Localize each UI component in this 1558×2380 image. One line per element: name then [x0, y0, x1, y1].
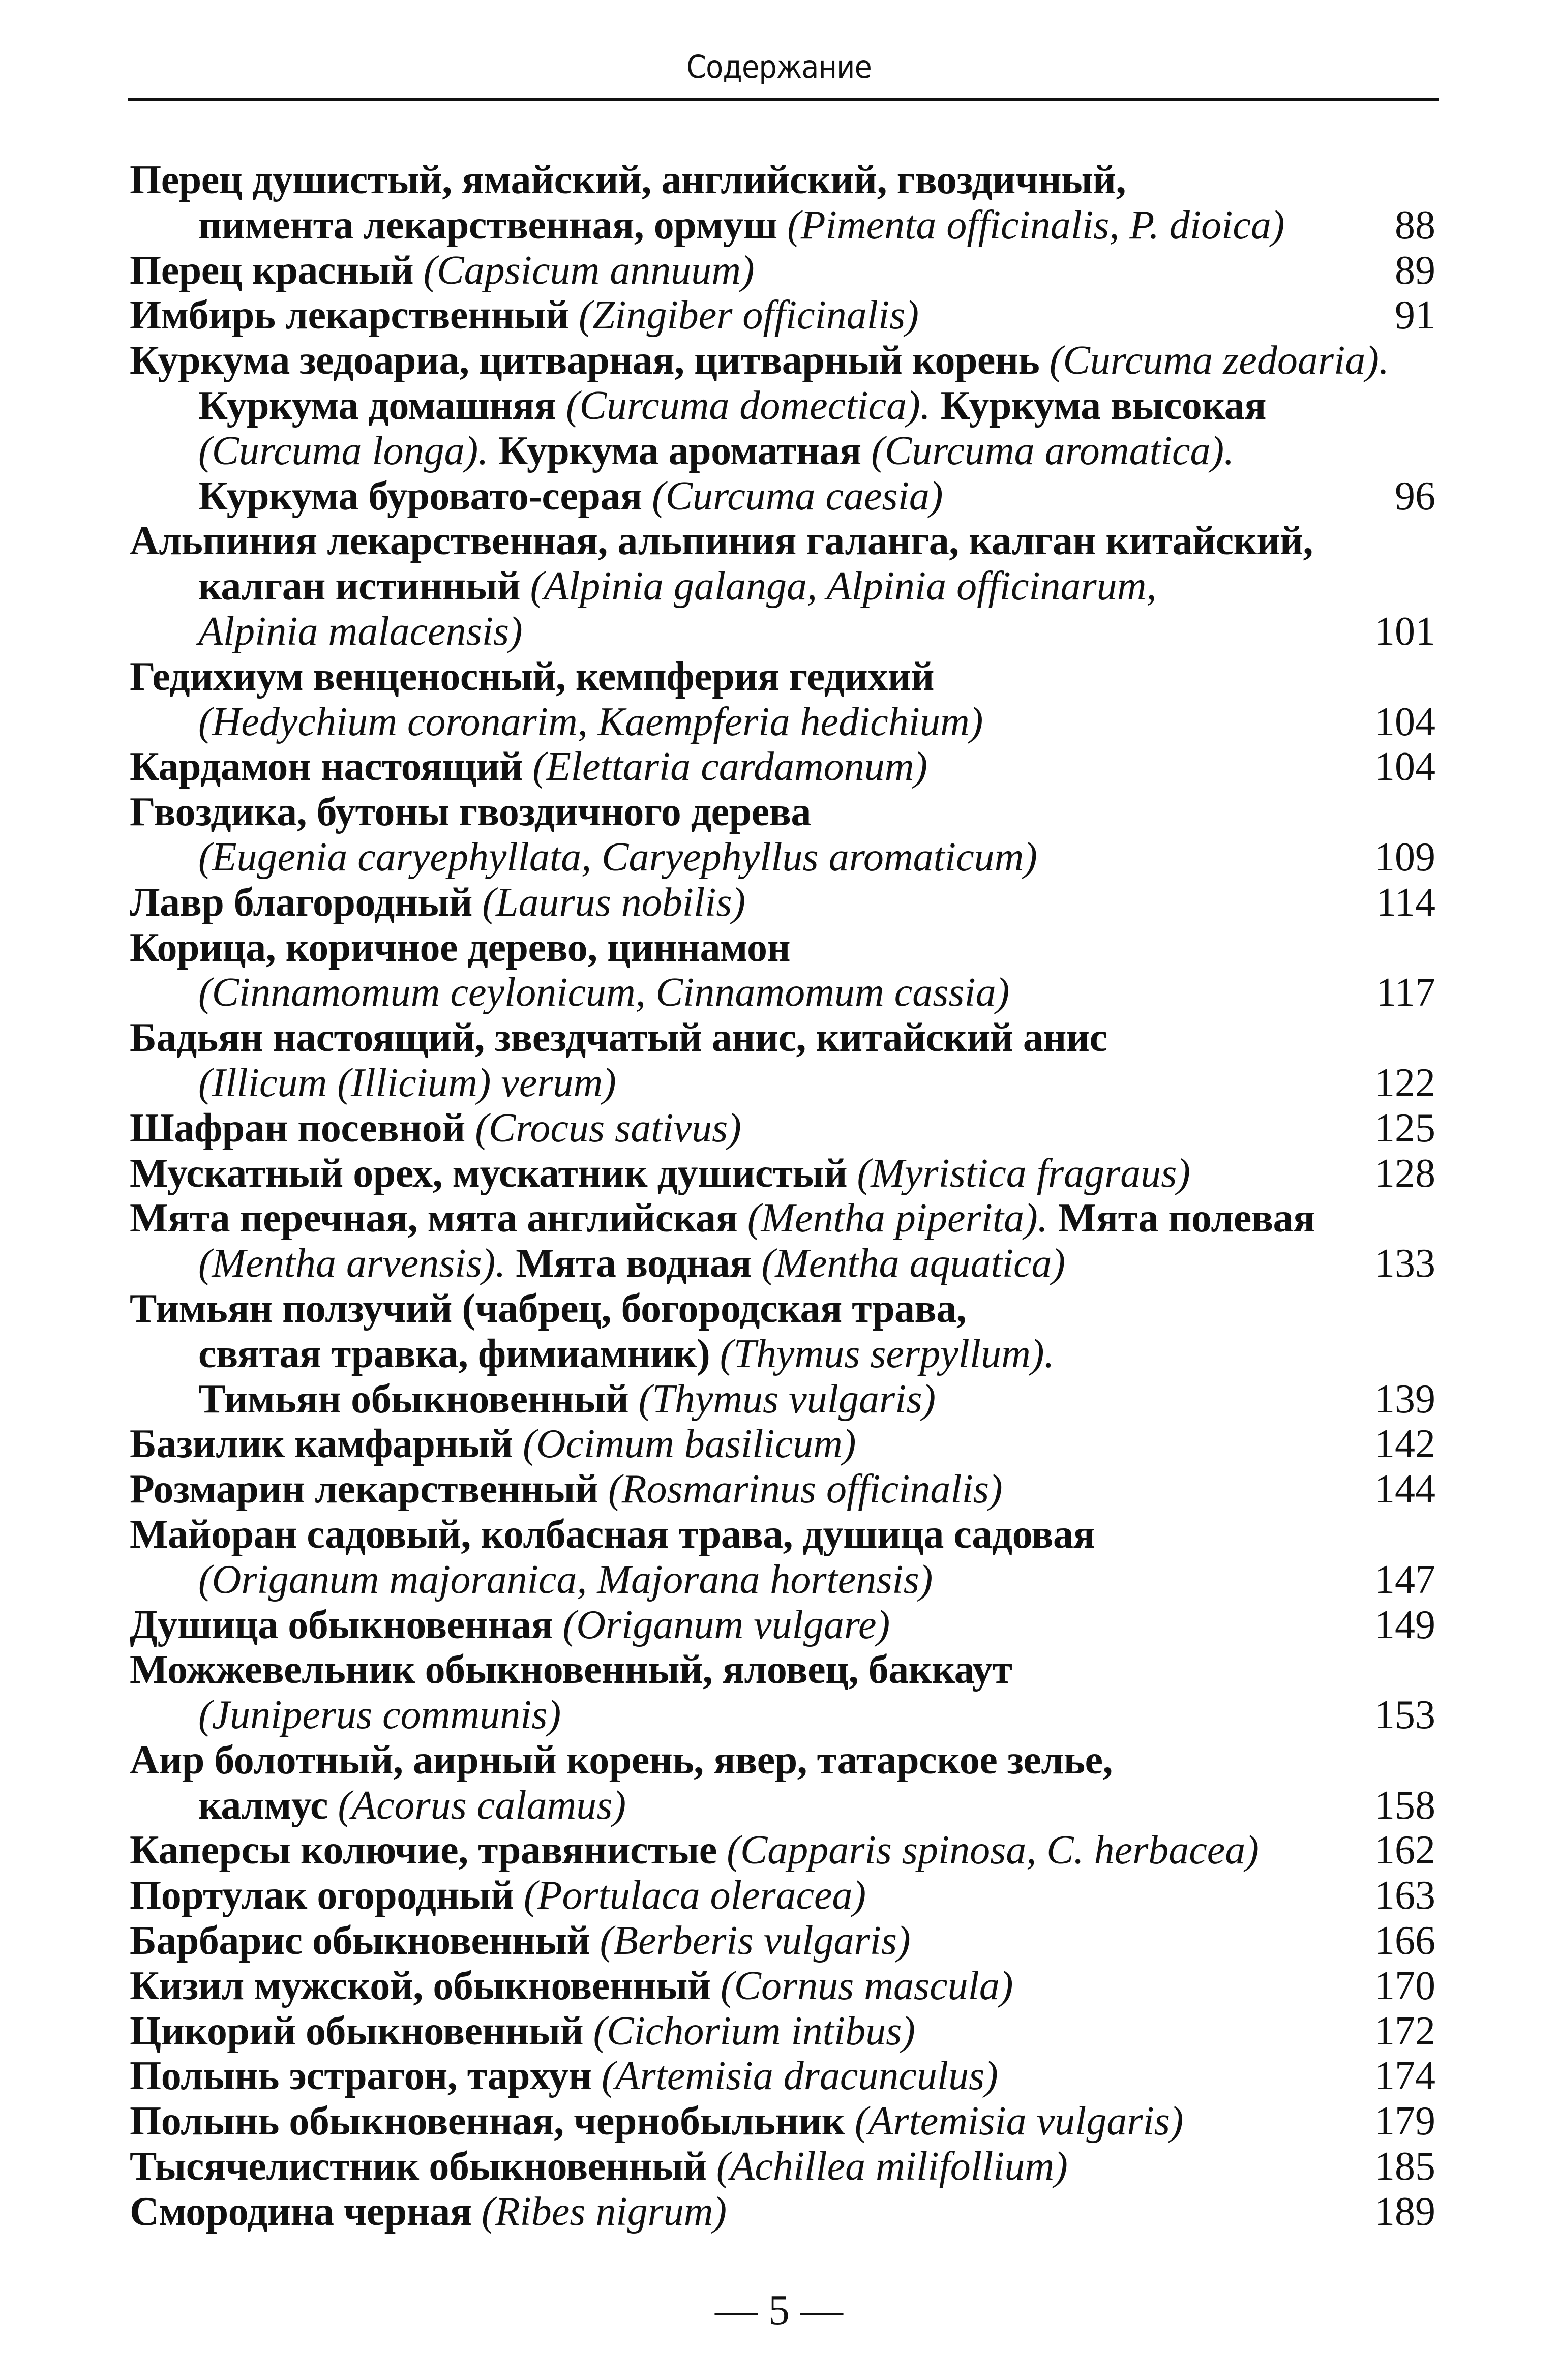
russian-name: Куркума высокая	[940, 383, 1266, 428]
latin-name: (Artemisia vulgaris)	[854, 2099, 1184, 2144]
russian-name: Цикорий обыкновенный	[130, 2008, 593, 2054]
toc-entry	[130, 744, 1435, 790]
latin-name: (Rosmarinus officinalis)	[608, 1467, 1003, 1512]
latin-name: (Ribes nigrum)	[482, 2189, 727, 2234]
russian-name: Полынь обыкновенная, чернобыльник	[130, 2099, 855, 2144]
toc-entry-continuation	[130, 1241, 1435, 1286]
entry-page-number: 133	[1374, 1241, 1435, 1286]
toc-entry	[130, 2009, 1435, 2054]
entry-page-number: 158	[1374, 1783, 1435, 1828]
toc-entry	[130, 1828, 1435, 1873]
toc-entry	[130, 1015, 1435, 1061]
latin-name: (Mentha piperita).	[747, 1196, 1058, 1241]
toc-entry	[130, 1106, 1435, 1151]
latin-name: (Capsicum annuum)	[423, 248, 755, 293]
entry-page-number: 91	[1395, 293, 1435, 338]
toc-entry	[130, 293, 1435, 338]
entry-page-number: 163	[1374, 1873, 1435, 1918]
entry-page-number: 189	[1374, 2189, 1435, 2234]
russian-name: Каперсы колючие, травянистые	[130, 1828, 727, 1873]
latin-name: (Juniperus communis)	[198, 1693, 561, 1738]
russian-name: Корица, коричное дерево, циннамон	[130, 925, 791, 970]
latin-name: (Mentha arvensis).	[198, 1241, 516, 1286]
toc-entry	[130, 1647, 1435, 1693]
latin-name: (Capparis spinosa, C. herbacea)	[727, 1828, 1259, 1873]
latin-name: (Origanum vulgare)	[562, 1602, 890, 1647]
entry-page-number: 139	[1374, 1376, 1435, 1422]
toc-entry	[130, 1738, 1435, 1783]
toc-entry	[130, 1603, 1435, 1648]
toc-entry	[130, 1964, 1435, 2009]
latin-name: (Alpinia galanga, Alpinia officinarum,	[530, 564, 1157, 609]
toc-entry	[130, 338, 1435, 383]
russian-name: Перец красный	[130, 248, 424, 293]
table-of-contents	[130, 158, 1435, 2235]
russian-name: Альпиния лекарственная, альпиния галанга, калган китайский,	[130, 519, 1313, 564]
latin-name: (Cornus mascula)	[720, 1963, 1013, 2008]
toc-entry-continuation	[130, 1061, 1435, 1106]
russian-name: Кизил мужской, обыкновенный	[130, 1963, 721, 2008]
toc-entry	[130, 2054, 1435, 2099]
entry-page-number: 104	[1374, 744, 1435, 790]
entry-page-number: 170	[1374, 1963, 1435, 2008]
latin-name: (Laurus nobilis)	[482, 880, 746, 925]
entry-page-number: 117	[1375, 970, 1435, 1015]
entry-page-number: 149	[1374, 1602, 1435, 1647]
entry-page-number: 147	[1374, 1557, 1435, 1602]
russian-name: Базилик камфарный	[130, 1422, 523, 1467]
entry-page-number: 174	[1374, 2054, 1435, 2099]
russian-name: Смородина черная	[130, 2189, 482, 2234]
entry-page-number: 101	[1374, 609, 1435, 654]
russian-name: Гвоздика, бутоны гвоздичного дерева	[130, 790, 811, 835]
entry-page-number: 109	[1374, 834, 1435, 880]
latin-name: (Illicum (Illicium) verum)	[198, 1060, 616, 1105]
latin-name: (Portulaca oleracea)	[524, 1873, 866, 1918]
toc-entry	[130, 1286, 1435, 1332]
russian-name: Тысячелистник обыкновенный	[130, 2144, 716, 2189]
toc-entry-continuation	[130, 1377, 1435, 1422]
toc-entry	[130, 158, 1435, 203]
latin-name: (Thymus serpyllum).	[720, 1331, 1055, 1376]
toc-entry-continuation	[130, 1332, 1435, 1377]
russian-name: Перец душистый, ямайский, английский, гвоздичный,	[130, 158, 1126, 202]
toc-entry	[130, 2099, 1435, 2144]
toc-entry	[130, 880, 1435, 925]
toc-entry	[130, 1467, 1435, 1512]
latin-name: (Achillea milifollium)	[716, 2144, 1068, 2189]
toc-entry-continuation	[130, 1557, 1435, 1603]
russian-name: Лавр благородный	[130, 880, 483, 925]
russian-name: Аир болотный, аирный корень, явер, татарское зелье,	[130, 1737, 1113, 1783]
entry-page-number: 185	[1374, 2144, 1435, 2189]
latin-name: (Thymus vulgaris)	[638, 1376, 936, 1422]
header-rule	[128, 98, 1439, 101]
toc-entry-continuation	[130, 429, 1435, 474]
russian-name: святая травка, фимиамник)	[198, 1331, 720, 1376]
russian-name: Куркума ароматная	[498, 428, 872, 473]
russian-name: Кардамон настоящий	[130, 744, 533, 790]
russian-name: Мята перечная, мята английская	[130, 1196, 747, 1241]
entry-page-number: 128	[1374, 1151, 1435, 1196]
toc-entry	[130, 1196, 1435, 1241]
entry-page-number: 88	[1395, 202, 1435, 248]
toc-entry-continuation	[130, 203, 1435, 248]
russian-name: калган истинный	[198, 564, 530, 609]
entry-page-number: 89	[1395, 248, 1435, 293]
entry-page-number: 142	[1374, 1422, 1435, 1467]
russian-name: Можжевельник обыкновенный, яловец, баккаут	[130, 1647, 1012, 1693]
russian-name: Розмарин лекарственный	[130, 1467, 609, 1512]
toc-entry	[130, 2189, 1435, 2235]
russian-name: Гедихиум венценосный, кемпферия гедихий	[130, 654, 934, 699]
entry-page-number: 179	[1374, 2099, 1435, 2144]
latin-name: Alpinia malacensis)	[198, 609, 523, 654]
entry-page-number: 153	[1374, 1693, 1435, 1738]
toc-entry-continuation	[130, 700, 1435, 745]
entry-page-number: 114	[1375, 880, 1435, 925]
toc-entry-continuation	[130, 564, 1435, 609]
toc-entry	[130, 1151, 1435, 1196]
latin-name: (Myristica fragraus)	[857, 1151, 1191, 1196]
entry-page-number: 125	[1374, 1105, 1435, 1151]
russian-name: Куркума домашняя	[198, 383, 566, 428]
toc-entry-continuation	[130, 474, 1435, 519]
latin-name: (Berberis vulgaris)	[600, 1918, 911, 1964]
toc-entry-continuation	[130, 1783, 1435, 1828]
toc-entry	[130, 1512, 1435, 1557]
toc-entry-continuation	[130, 383, 1435, 429]
latin-name: (Acorus calamus)	[338, 1783, 626, 1828]
russian-name: калмус	[198, 1783, 338, 1828]
entry-page-number: 172	[1374, 2008, 1435, 2054]
russian-name: Мускатный орех, мускатник душистый	[130, 1151, 857, 1196]
latin-name: (Curcuma zedoaria).	[1049, 338, 1389, 383]
page-number: — 5 —	[715, 2286, 843, 2334]
russian-name: Мята полевая	[1058, 1196, 1315, 1241]
latin-name: (Cichorium intibus)	[593, 2008, 915, 2054]
latin-name: (Curcuma domectica).	[565, 383, 941, 428]
latin-name: (Curcuma aromatica).	[871, 428, 1235, 473]
entry-page-number: 162	[1374, 1828, 1435, 1873]
entry-page-number: 166	[1374, 1918, 1435, 1964]
latin-name: (Zingiber officinalis)	[579, 293, 919, 338]
latin-name: (Cinnamomum ceylonicum, Cinnamomum cassia)	[198, 970, 1010, 1015]
toc-entry	[130, 1422, 1435, 1467]
toc-entry	[130, 519, 1435, 564]
russian-name: Тимьян ползучий (чабрец, богородская трава,	[130, 1286, 967, 1331]
russian-name: Куркума буровато-серая	[198, 473, 652, 519]
entry-page-number: 96	[1395, 473, 1435, 519]
russian-name: Портулак огородный	[130, 1873, 524, 1918]
latin-name: (Artemisia dracunculus)	[602, 2054, 998, 2099]
russian-name: Полынь эстрагон, тархун	[130, 2054, 602, 2099]
toc-entry	[130, 1918, 1435, 1964]
russian-name: Имбирь лекарственный	[130, 293, 579, 338]
toc-entry	[130, 925, 1435, 971]
toc-entry-continuation	[130, 835, 1435, 880]
russian-name: Мята водная	[516, 1241, 762, 1286]
russian-name: Куркума зедоариа, цитварная, цитварный корень	[130, 338, 1050, 383]
latin-name: (Pimenta officinalis, P. dioica)	[787, 202, 1285, 248]
latin-name: (Curcuma caesia)	[652, 473, 943, 519]
russian-name: Бадьян настоящий, звездчатый анис, китайский анис	[130, 1015, 1107, 1061]
latin-name: (Curcuma longa).	[198, 428, 499, 473]
entry-page-number: 122	[1374, 1060, 1435, 1105]
toc-entry	[130, 1873, 1435, 1918]
russian-name: пимента лекарственная, ормуш	[198, 202, 788, 248]
toc-entry	[130, 654, 1435, 700]
latin-name: (Eugenia caryephyllata, Caryephyllus aromaticum)	[198, 834, 1037, 880]
entry-page-number: 104	[1374, 699, 1435, 744]
russian-name: Тимьян обыкновенный	[198, 1376, 639, 1422]
toc-entry-continuation	[130, 1693, 1435, 1738]
latin-name: (Crocus sativus)	[475, 1105, 741, 1151]
latin-name: (Origanum majoranica, Majorana hortensis)	[198, 1557, 933, 1602]
latin-name: (Ocimum basilicum)	[523, 1422, 856, 1467]
toc-entry	[130, 790, 1435, 835]
latin-name: (Mentha aquatica)	[761, 1241, 1066, 1286]
toc-entry	[130, 2144, 1435, 2189]
latin-name: (Hedychium coronarim, Kaempferia hedichium)	[198, 699, 983, 744]
russian-name: Майоран садовый, колбасная трава, душица садовая	[130, 1512, 1095, 1557]
russian-name: Шафран посевной	[130, 1105, 475, 1151]
russian-name: Душица обыкновенная	[130, 1602, 563, 1647]
toc-entry-continuation	[130, 970, 1435, 1015]
latin-name: (Elettaria cardamonum)	[532, 744, 928, 790]
toc-entry-continuation	[130, 609, 1435, 654]
russian-name: Барбарис обыкновенный	[130, 1918, 600, 1964]
toc-entry	[130, 248, 1435, 293]
running-header: Содержание	[686, 48, 872, 85]
entry-page-number: 144	[1374, 1467, 1435, 1512]
